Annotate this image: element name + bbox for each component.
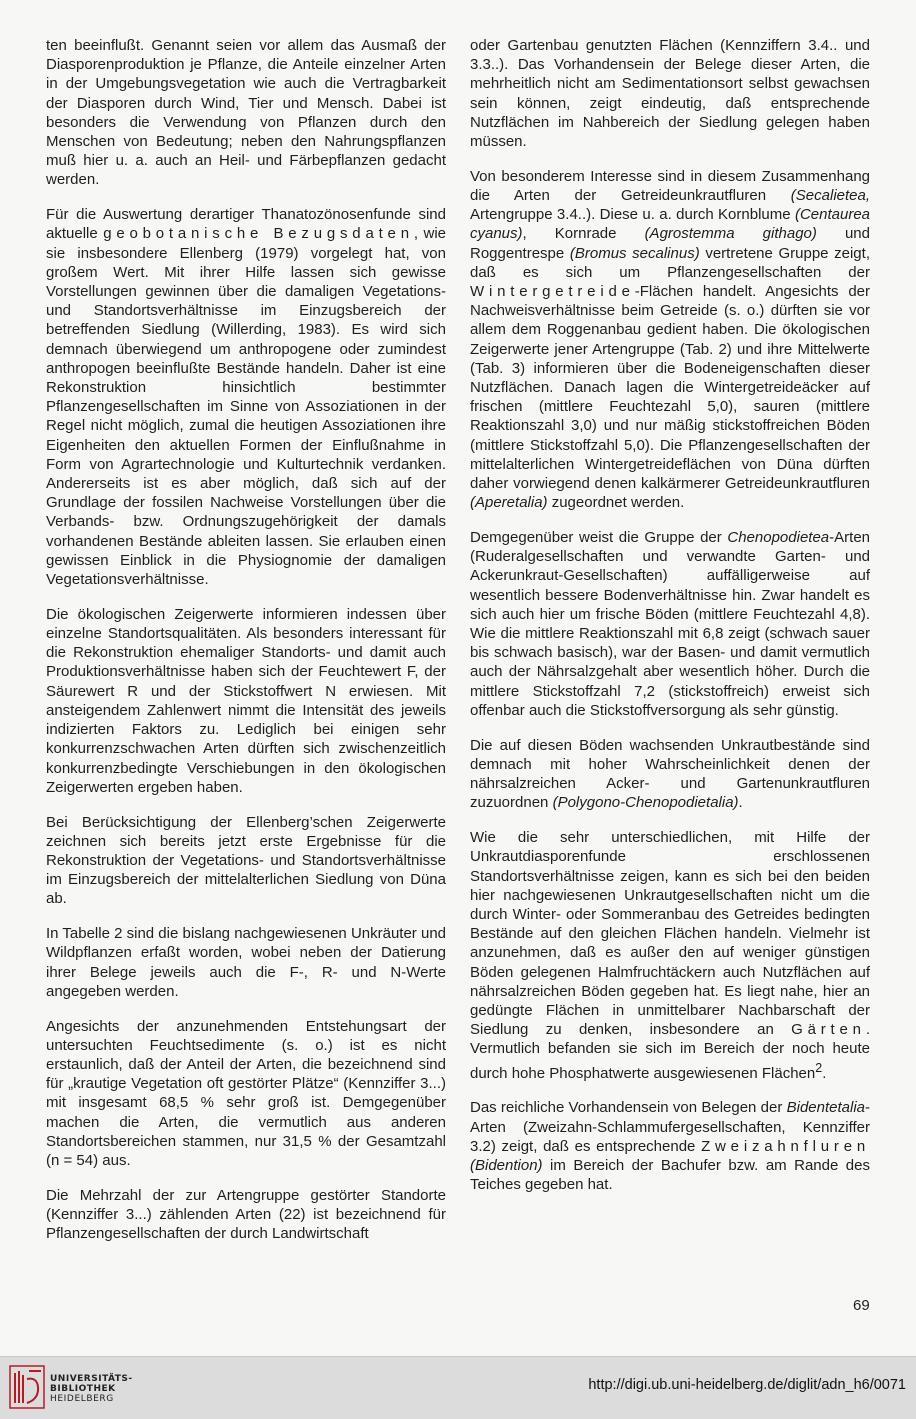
paragraph [470, 828, 870, 1083]
text-run: vertretene Gruppe zeigt, daß es sich um Pflanzengesellschaften der [470, 244, 870, 281]
page-number: 69 [853, 1297, 870, 1314]
text-run: -Arten (Ruderalgesellschaften und verwandte Garten- und Ackerunkraut-Gesellschaften) auffälligerweise auf wesentlich bessere Bodenverhältnisse hin. Zwar handelt es sich auch hier um frische Böden (mittlere Feuchtezahl 4,8). Wie die mittlere Reaktionszahl mit 6,8 zeigt (schwach sauer bis schwach basisch), war der Basen- und damit vermutlich auch der Nährsalzgehalt aber wesentlich höher. Durch die mittlere Stickstoffzahl 7,2 (stickstoffreich) erweist sich offenbar auch die Stickstoffversorgung als sehr günstig. [470, 529, 871, 719]
library-line: UNIVERSITÄTS- [50, 1374, 133, 1384]
library-name [50, 1374, 133, 1404]
text-run: Wie die sehr unterschiedlichen, mit Hilfe der Unkrautdiasporenfunde erschlossenen Standortsverhältnisse zeigen, kann es sich bei den beiden hier nachgewiesenen Unkrautgesellschaften nicht um die durch Winter- oder Sommeranbau des Getreides bedingten Bestände auf den gleichen Flächen handeln. Vielmehr ist anzunehmen, daß es außer den auf weniger günstigen Böden gelegenen Halmfruchtäckern auch Nutzflächen auf nährsalzreichen Böden gegeben hat. Es liegt nahe, hier an gedüngte Flächen in unmittelbarer Nachbarschaft der Siedlung zu denken, insbesondere an [470, 829, 870, 1039]
text-run: , Kornrade [522, 225, 617, 243]
spaced-term: Wintergetreide [470, 283, 635, 301]
italic-term: (Aperetalia) [470, 494, 548, 512]
text-run: Die auf diesen Böden wachsenden Unkrautbestände sind demnach mit hoher Wahrscheinlichkeit denen der nährsalzreichen Acker- und Gartenunkrautfluren zuzuordnen [470, 736, 870, 812]
paragraph [470, 736, 870, 813]
italic-term: (Secalietea, [790, 187, 871, 205]
text-run: Das reichliche Vorhandensein von Belegen der [470, 1099, 783, 1117]
text-run: Demgegenüber weist die Gruppe der [470, 529, 722, 547]
paragraph: ten beeinflußt. Genannt seien vor allem das Ausmaß der Diasporenproduktion je Pflanze, die Anteile einzelner Arten in der Umgebungsvegetation wie auch die Vertragbarkeit der Diasporen durch Wind, Tier und Mensch. Dabei ist besonders die Verwendung von Pflanzen durch den Menschen von Bedeutung; neben den Nahrungspflanzen muß hier u. a. auch an Heil- und Färbepflanzen gedacht werden. [46, 37, 446, 189]
paragraph [46, 205, 446, 589]
text-run: Artengruppe 3.4..). Diese u. a. durch Kornblume [470, 206, 791, 224]
paragraph [470, 1098, 870, 1194]
library-line: BIBLIOTHEK [50, 1384, 116, 1394]
text-run: . [822, 1064, 827, 1082]
paragraph: In Tabelle 2 sind die bislang nachgewiesenen Unkräuter und Wildpflanzen erfaßt worden, wobei neben der Datierung ihrer Belege jeweils auch die F-, R- und N-Werte angegeben werden. [46, 925, 446, 1000]
library-line: HEIDELBERG [50, 1394, 114, 1404]
text-run: im Bereich der Bachufer bzw. am Rande des Teiches gegeben hat. [470, 1156, 870, 1194]
spaced-term: Gärten [791, 1021, 866, 1039]
paragraph: Die Mehrzahl der zur Artengruppe gestörter Standorte (Kennziffer 3...) zählenden Arten (22) ist bezeichnend für Pflanzengesellschaften der durch Landwirtschaft [46, 1186, 446, 1243]
text-run: und Roggentrespe [470, 225, 870, 262]
italic-term: (Agrostemma githago) [644, 225, 817, 243]
paragraph [470, 528, 870, 720]
paragraph: Angesichts der anzunehmenden Entstehungsart der untersuchten Feuchtsedimente (s. o.) ist es nicht erstaunlich, daß der Anteil der Arten, die bezeichnend sind für „krautige Vegetation oft gestörter Plätze“ (Kennziffer 3...) mit insgesamt 68,5 % sehr groß ist. Demgegenüber machen die Arten, die vermutlich aus anderen Standortsbereichen stammen, nur 31,5 % der Gesamtzahl (n = 54) aus. [46, 1017, 446, 1169]
source-url-link[interactable]: http://digi.ub.uni-heidelberg.de/diglit/adn_h6/0071 [588, 1377, 906, 1393]
text-run: zugeordnet werden. [551, 494, 685, 512]
text-run: -Flächen handelt. Angesichts der Nachweisverhältnisse beim Getreide (s. o.) dürften sie vor allem dem Roggenanbau gedient haben. Die ökologischen Zeigerwerte jener Artengruppe (Tab. 2) und ihre Mittelwerte (Tab. 3) informieren über die Bodeneigenschaften dieser Nutzflächen. Danach lagen die Wintergetreideäcker auf frischen (mittlere Feuchtezahl 5,0), sauren (mittlere Reaktionszahl 3,0) und nur mäßig stickstoffreichen Böden (mittlere Stickstoffzahl 5,0). Die Pflanzengesellschaften der mittelalterlichen Wintergetreideflächen von Düna dürften daher vorwiegend denen kalkärmerer Getreideunkrautfluren [470, 283, 870, 493]
ub-heidelberg-logo-icon [9, 1365, 45, 1409]
right-column [470, 36, 870, 1194]
text-run: Für die Auswertung derartiger Thanatozönosenfunde sind aktuelle [46, 206, 446, 243]
text-run: , wie sie insbesondere Ellenberg (1979) vorgelegt hat, von großem Wert. Mit ihrer Hilfe lassen sich gewisse Vorstellungen gewinnen über die damaligen Vegetations- und Standortsverhältnisse im Einzugsbereich der betreffenden Siedlung (Willerding, 1983). Es wird sich demnach überwiegend um anthropogene oder zumindest anthropogen beeinflußte Bestände handeln. Daher ist eine Rekonstruktion hinsichtlich bestimmter Pflanzengesellschaften im Sinne von Assoziationen in der Regel nicht möglich, zumal die heutigen Assoziationen ihre Eigenheiten den aktuellen Formen der Einflußnahme in Form von Agrartechnologie und Kulturtechnik verdanken. Andererseits ist es aber möglich, daß sich auf der Grundlage der fossilen Nachweise Vorstellungen über die Verbands- bzw. Ordnungszugehörigkeit der damals vorhandenen Bestände ableiten lassen. Sie erlauben einen gewissen Einblick in die Physiognomie der damaligen Vegetationsverhältnisse. [46, 225, 447, 589]
spaced-term: Zweizahnfluren [701, 1137, 870, 1155]
text-run: -Arten (Zweizahn-Schlammufergesellschaften, Kennziffer 3.2) zeigt, daß es entsprechende [470, 1099, 871, 1155]
italic-term: (Polygono-Chenopodietalia) [552, 794, 739, 812]
paragraph: Bei Berücksichtigung der Ellenberg’schen Zeigerwerte zeichnen sich bereits jetzt erste Ergebnisse für die Rekonstruktion der Vegetations- und Standortsverhältnisse im Einzugsbereich der mittelalterlichen Siedlung von Düna ab. [46, 813, 446, 908]
left-column [46, 36, 446, 1243]
italic-term: (Bidention) [470, 1156, 543, 1174]
text-run: . [738, 794, 743, 812]
paragraph [470, 167, 870, 513]
italic-term: (Centaurea cyanus) [470, 206, 870, 243]
footer-bar [0, 1356, 916, 1419]
paragraph: oder Gartenbau genutzten Flächen (Kennziffern 3.4.. und 3.3..). Das Vorhandensein der Belege dieser Arten, die mehrheitlich nicht am Sedimentationsort selbst gewachsen sein können, zeigt eindeutig, daß entsprechende Nutzflächen im Nahbereich der Siedlung gelegen haben müssen. [470, 37, 870, 151]
footnote-ref: 2 [815, 1060, 823, 1075]
italic-term: Bidentetalia [786, 1099, 866, 1117]
spaced-term: geobotanische Bezugsdaten [103, 225, 414, 243]
text-run: . Vermutlich befanden sie sich im Bereich der noch heute durch hohe Phosphatwerte ausgewiesenen Flächen [470, 1021, 870, 1082]
italic-term: Chenopodietea [727, 529, 830, 547]
paragraph: Die ökologischen Zeigerwerte informieren indessen über einzelne Standortsqualitäten. Als besonders interessant für die Rekonstruktion ehemaliger Standorts- und damit auch Produktionsverhältnisse haben sich der Feuchtewert F, der Säurewert R und der Stickstoffwert N erwiesen. Mit ansteigendem Zahlenwert nimmt die Intensität des jeweils indizierten Faktors zu. Lediglich bei einigen sehr konkurrenzschwachen Arten dürften sich zwischenzeitlich konkurrenzbedingte Verschiebungen in den ökologischen Zeigerwerten ergeben haben. [46, 605, 446, 796]
italic-term: (Bromus secalinus) [569, 244, 700, 262]
text-run: Von besonderem Interesse sind in diesem Zusammenhang die Arten der Getreideunkrautfluren [470, 167, 870, 205]
